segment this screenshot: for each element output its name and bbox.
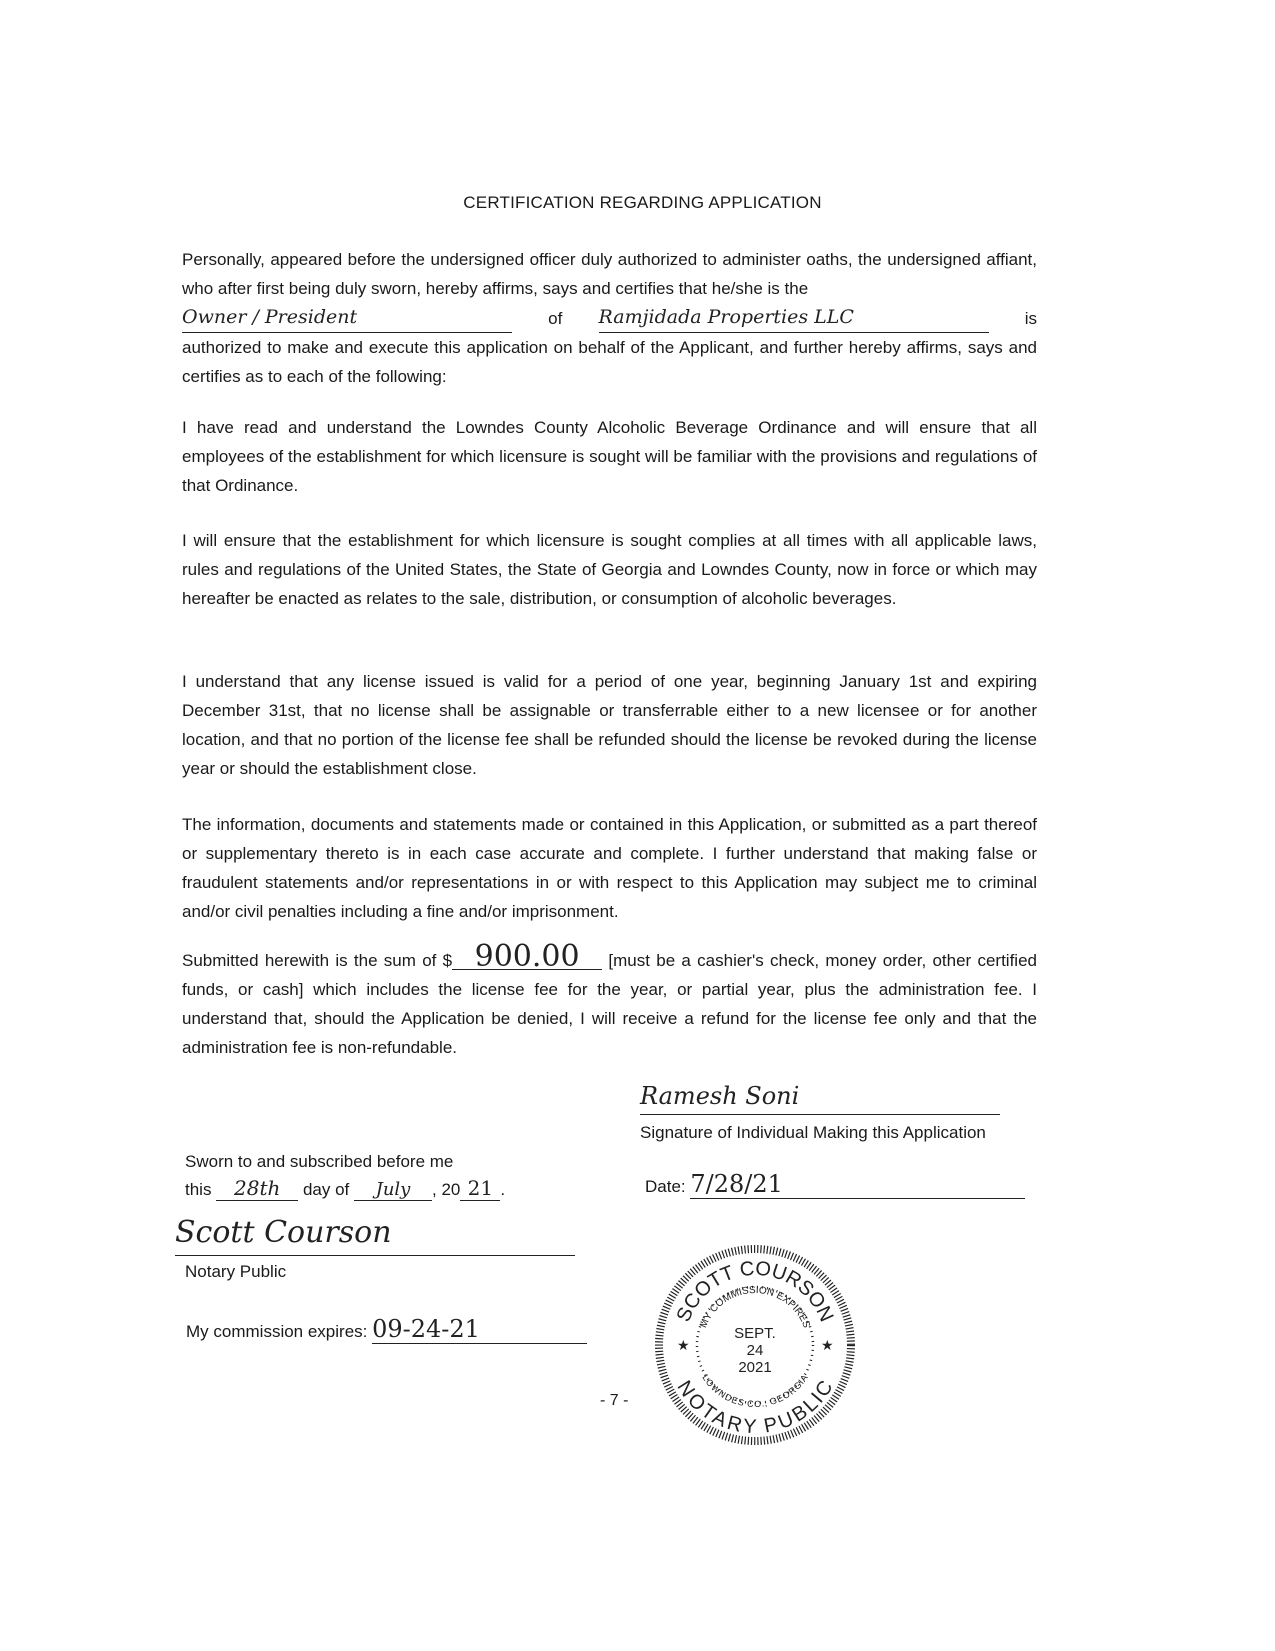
- svg-text:★: ★: [677, 1337, 690, 1353]
- page-number: - 7 -: [600, 1392, 629, 1409]
- is-label: is: [1024, 309, 1037, 328]
- seal-month: SEPT.: [734, 1325, 776, 1342]
- applicant-signature[interactable]: Ramesh Soni: [640, 1082, 1000, 1115]
- notary-public-label: Notary Public: [185, 1262, 287, 1281]
- date-label: Date:: [645, 1177, 686, 1196]
- year-field[interactable]: 21: [460, 1176, 500, 1201]
- date-field[interactable]: 7/28/21: [690, 1170, 1025, 1199]
- day-of-label: day of: [302, 1180, 350, 1199]
- signature-label: Signature of Individual Making this Application: [640, 1123, 986, 1142]
- seal-name: SCOTT COURSON: [672, 1257, 838, 1326]
- fee-suffix: [must be a cashier's check, money order, other certified funds, or cash] which includes the license fee for the year, or partial year, plus the administration fee. I understand that, should the Application be denied, I will receive a refund for the license fee only and that the administration fee is non-refundable.: [182, 951, 1037, 1057]
- commission-expiry-field[interactable]: 09-24-21: [372, 1315, 587, 1344]
- accuracy-paragraph: The information, documents and statements made or contained in this Application, or submitted as a part thereof or supplementary thereto is in each case accurate and complete. I further understand that making false or fraudulent statements and/or representations in or with respect to this Application may subject me to criminal and/or civil penalties including a fine and/or imprisonment.: [182, 815, 1037, 921]
- year-prefix: 20: [441, 1180, 461, 1199]
- fee-amount-field[interactable]: 900.00: [452, 945, 602, 970]
- notary-signature-block: [175, 1215, 575, 1282]
- month-field[interactable]: July: [354, 1179, 432, 1201]
- ordinance-paragraph: I have read and understand the Lowndes County Alcoholic Beverage Ordinance and will ensure that all employees of the establishment for which licensure is sought will be familiar with the provisions and regulations of that Ordinance.: [182, 418, 1037, 495]
- seal-year: 2021: [738, 1359, 772, 1376]
- of-label: of: [548, 309, 563, 328]
- commission-label: My commission expires:: [186, 1322, 368, 1341]
- affiant-title-field[interactable]: Owner / President: [182, 303, 512, 333]
- notary-seal-icon: [655, 1245, 855, 1445]
- sworn-line: Sworn to and subscribed before me: [185, 1152, 454, 1171]
- seal-inner-bottom: LOWNDES CO., GEORGIA: [700, 1372, 810, 1410]
- fee-paragraph: [182, 939, 1037, 1062]
- svg-text:LOWNDES CO., GEORGIA: [700, 1373, 809, 1409]
- notary-date-row: this 28th day of July , 20 21 .: [185, 1176, 506, 1200]
- fee-prefix: Submitted herewith is the sum of $: [182, 951, 453, 970]
- seal-inner-top: MY COMMISSION EXPIRES: [698, 1284, 812, 1330]
- notary-signature[interactable]: Scott Courson: [175, 1215, 575, 1256]
- license-term-paragraph: I understand that any license issued is valid for a period of one year, beginning January 1st and expiring December 31st, that no license shall be assignable or transferrable either to a new licensee or for another location, and that no portion of the license fee shall be refunded should the license be revoked during the license year or should the establishment close.: [182, 672, 1037, 778]
- page-title: CERTIFICATION REGARDING APPLICATION: [463, 193, 822, 212]
- intro-paragraph: [182, 245, 1037, 391]
- svg-text:★: ★: [821, 1337, 834, 1353]
- this-label: this: [185, 1180, 212, 1199]
- intro-text: Personally, appeared before the undersigned officer duly authorized to administer oaths, the undersigned affiant, who after first being duly sworn, hereby affirms, says and certifies that he/she is the: [182, 250, 1037, 298]
- intro-text-continued: authorized to make and execute this application on behalf of the Applicant, and further hereby affirms, says and certifies as to each of the following:: [182, 338, 1037, 386]
- day-field[interactable]: 28th: [216, 1176, 298, 1201]
- company-name-field[interactable]: Ramjidada Properties LLC: [599, 303, 989, 333]
- seal-bottom: NOTARY PUBLIC: [672, 1376, 838, 1439]
- applicant-signature-block: [640, 1082, 1015, 1143]
- seal-day: 24: [746, 1342, 764, 1359]
- commission-row: [186, 1315, 587, 1344]
- compliance-paragraph: I will ensure that the establishment for which licensure is sought complies at all times with all applicable laws, rules and regulations of the United States, the State of Georgia and Lowndes County, now in force or which may hereafter be enacted as relates to the sale, distribution, or consumption of alcoholic beverages.: [182, 531, 1037, 608]
- date-row: [645, 1170, 1025, 1199]
